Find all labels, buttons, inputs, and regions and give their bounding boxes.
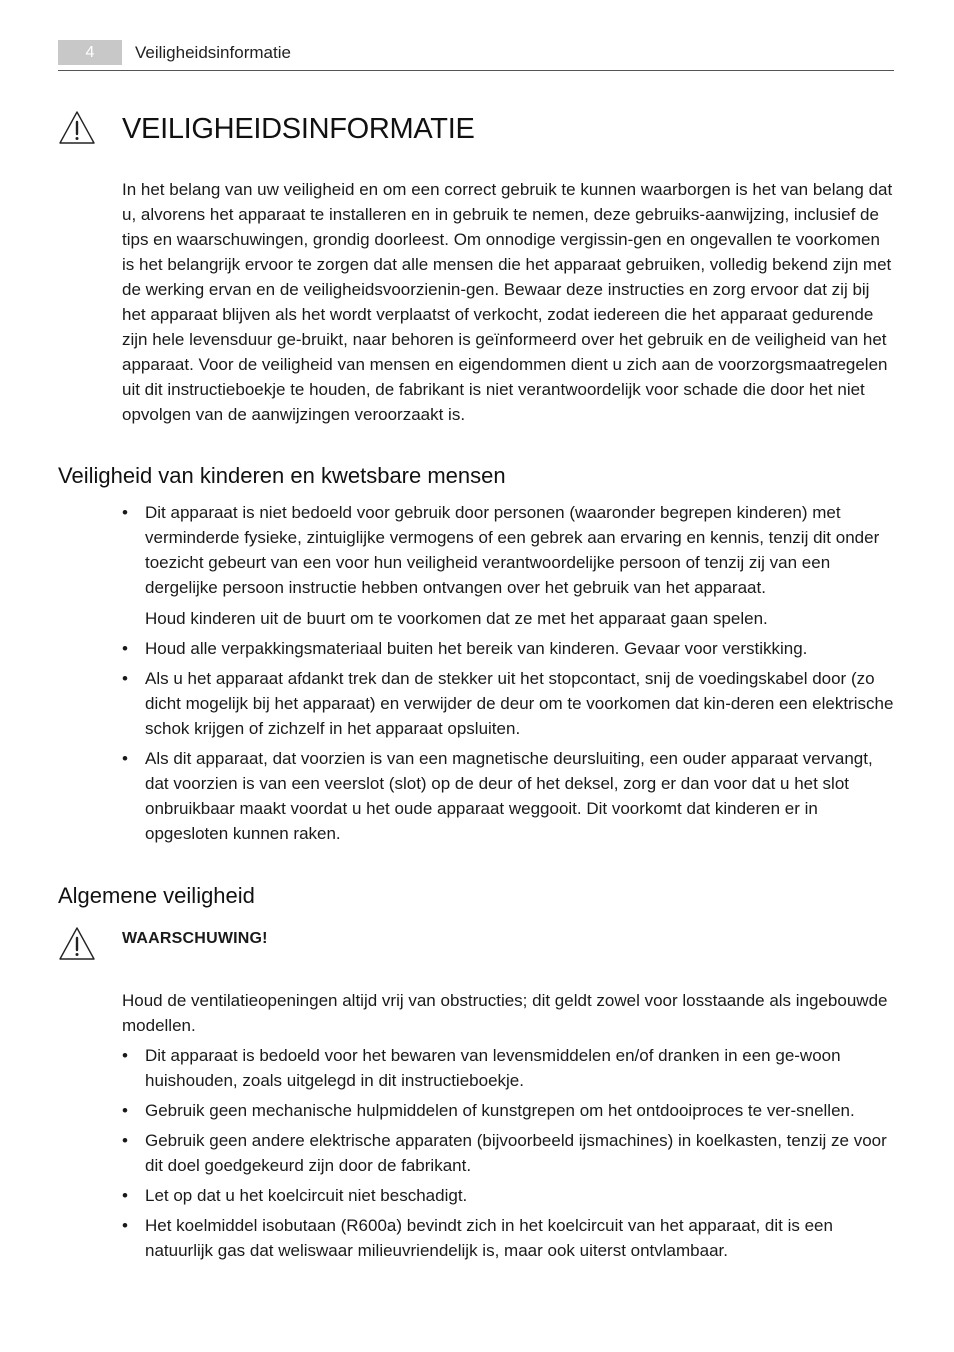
warning-paragraph: Houd de ventilatieopeningen altijd vrij van obstructies; dit geldt zowel voor losstaande als ingebouwde modellen. — [122, 991, 888, 1035]
page-title: VEILIGHEIDSINFORMATIE — [122, 113, 475, 145]
list-item — [122, 1183, 896, 1208]
list-item — [122, 1098, 896, 1123]
general-safety-heading: Algemene veiligheid — [58, 883, 255, 908]
list-item-text: • Houd alle verpakkingsmateriaal buiten het bereik van kinderen. Gevaar voor verstikking. — [145, 639, 808, 658]
list-item-text: • Dit apparaat is niet bedoeld voor gebruik door personen (waaronder begrepen kinderen) met verminderde fysieke, zintuiglijke vermogens of een gebrek aan ervaring en kennis, tenzij dit onder toezicht gebeurt van een voor hun veiligheid verantwoordelijke persoon of tenzij zij van een dergelijke persoon instructie hebben ontvangen over het gebruik van het apparaat. — [145, 503, 880, 597]
list-item-text: • Het koelmiddel isobutaan (R600a) bevindt zich in het koelcircuit van het apparaat, dit is een natuurlijk gas dat weliswaar milieuvriendelijk is, maar ook uiterst ontvlambaar. — [145, 1216, 833, 1260]
list-item — [122, 1128, 896, 1178]
general-safety-list — [122, 1043, 896, 1268]
list-item-text: • Gebruik geen andere elektrische apparaten (bijvoorbeeld ijsmachines) in koelkasten, tenzij ze voor dit doel goedgekeurd zijn door de fabrikant. — [145, 1131, 887, 1175]
list-item — [122, 666, 896, 741]
warning-triangle-icon — [58, 926, 96, 961]
running-title: Veiligheidsinformatie — [135, 43, 291, 62]
warning-triangle-icon — [58, 110, 96, 145]
children-safety-heading: Veiligheid van kinderen en kwetsbare mensen — [58, 463, 506, 488]
list-item — [122, 1213, 896, 1263]
list-item-text: • Let op dat u het koelcircuit niet beschadigt. — [145, 1186, 468, 1205]
list-item — [122, 746, 896, 846]
list-item-text: • Als dit apparaat, dat voorzien is van een magnetische deursluiting, een ouder apparaat vervangt, dat voorzien is van een veerslot (slot) op de deur of het deksel, zorg er dan voor dat u het slot onbruikbaar maakt voordat u het oude apparaat weggooit. Dit voorkomt dat kinderen er in opgesloten kunnen raken. — [145, 749, 873, 843]
intro-paragraph: In het belang van uw veiligheid en om een correct gebruik te kunnen waarborgen is het van belang dat u, alvorens het apparaat te installeren en in gebruik te nemen, deze gebruiks-aanwijzing, inclusief de tips en waarschuwingen, grondig doorleest. Om onnodige vergissin-gen en ongevallen te voorkomen is het belangrijk ervoor te zorgen dat alle mensen die het apparaat gebruiken, volledig bekend zijn met de werking ervan en de veiligheidsvoorzienin-gen. Bewaar deze instructies en zorg ervoor dat zij bij het apparaat blijven als het wordt verplaatst of verkocht, zodat iedereen die het apparaat gedurende zijn hele levensduur ge-bruikt, naar behoren is geïnformeerd over het gebruik en de veiligheid van het apparaat. Voor de veiligheid van mensen en eigendommen dient u zich aan de voorzorgsmaatregelen uit dit instructieboekje te houden, de fabrikant is niet verantwoordelijk voor schade die door het niet opvolgen van de aanwijzingen veroorzaakt is. — [122, 180, 893, 424]
list-item — [122, 1043, 896, 1093]
list-item-text: • Dit apparaat is bedoeld voor het bewaren van levensmiddelen en/of dranken in een ge-woon huishouden, zoals uitgelegd in dit instructieboekje. — [145, 1046, 841, 1090]
list-item — [122, 636, 896, 661]
page-number: 4 — [58, 40, 122, 65]
page-header — [58, 40, 894, 71]
list-item-text: • Als u het apparaat afdankt trek dan de stekker uit het stopcontact, snij de voedingskabel door (zo dicht mogelijk bij het apparaat) en verwijder de deur om te voorkomen dat kin-deren een elektrische schok krijgen of zichzelf in het apparaat opsluiten. — [145, 669, 894, 738]
list-item — [122, 500, 896, 631]
list-item-text: • Gebruik geen mechanische hulpmiddelen of kunstgrepen om het ontdooiproces te ver-snellen. — [145, 1101, 855, 1120]
warning-label: WAARSCHUWING! — [122, 930, 268, 947]
list-item-extra-text: Houd kinderen uit de buurt om te voorkomen dat ze met het apparaat gaan spelen. — [145, 609, 768, 628]
children-safety-list — [122, 500, 896, 851]
